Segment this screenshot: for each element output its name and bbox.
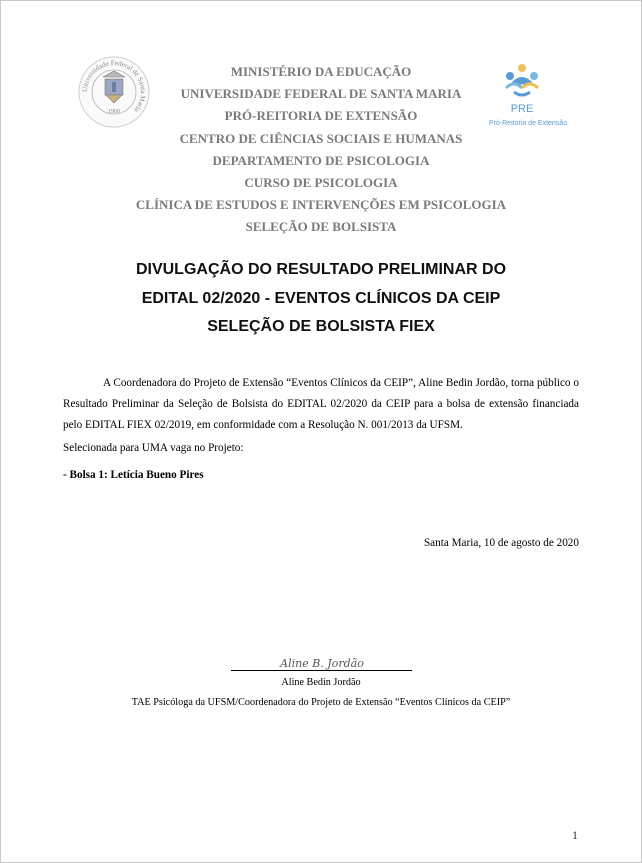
place-date: Santa Maria, 10 de agosto de 2020 [423,537,579,549]
title-line: EDITAL 02/2020 - EVENTOS CLÍNICOS DA CEIP [141,289,501,307]
page-number: 1 [572,828,578,842]
header-line: CURSO DE PSICOLOGIA [244,175,398,191]
header-line: MINISTÉRIO DA EDUCAÇÃO [230,64,412,79]
handwritten-signature [262,652,382,672]
signature-line [231,670,412,671]
seal-year: 1960 [108,109,120,115]
header-line: DEPARTAMENTO DE PSICOLOGIA [212,152,430,168]
header-line: PRÓ-REITORIA DE EXTENSÃO [224,108,418,124]
body-paragraph: A Coordenadora do Projeto de Extensão “Eventos Clínicos da CEIP”, Aline Bedin Jordão, torna público o Resultado Preliminar da Seleção de Bolsista do EDITAL 02/2020 da CEIP para a bolsa de extensão financiada pelo EDITAL FIEX 02/2019, em conformidade com a Resolução N. 001/2013 da UFSM. [63,377,579,431]
signer-role: TAE Psicóloga da UFSM/Coordenadora do Projeto de Extensão “Eventos Clínicos da CEIP” [131,697,511,708]
institution-header [0,58,642,239]
header-line: UNIVERSIDADE FEDERAL DE SANTA MARIA [180,86,462,102]
pre-logo-acronym: PRE [510,103,534,115]
selected-label: Selecionada para UMA vaga no Projeto: [63,442,244,454]
document-title [0,256,642,342]
header-line: CLÍNICA DE ESTUDOS E INTERVENÇÕES EM PSICOLOGIA [135,197,507,213]
bolsa-result: - Bolsa 1: Letícia Bueno Pires [63,469,204,481]
signature-text: Aline B. Jordão [280,657,364,670]
seal-ring-text: Universidade Federal de Santa Maria [80,58,148,114]
signer-name: Aline Bedin Jordão [281,677,361,688]
header-line: CENTRO DE CIÊNCIAS SOCIAIS E HUMANAS [179,130,463,146]
header-line: SELEÇÃO DE BOLSISTA [245,219,397,235]
title-line: DIVULGAÇÃO DO RESULTADO PRELIMINAR DO [135,261,507,278]
body-paragraph-block [63,373,579,436]
pre-logo-subtitle: Pró-Reitoria de Extensão [488,120,568,127]
title-line: SELEÇÃO DE BOLSISTA FIEX [207,318,435,335]
